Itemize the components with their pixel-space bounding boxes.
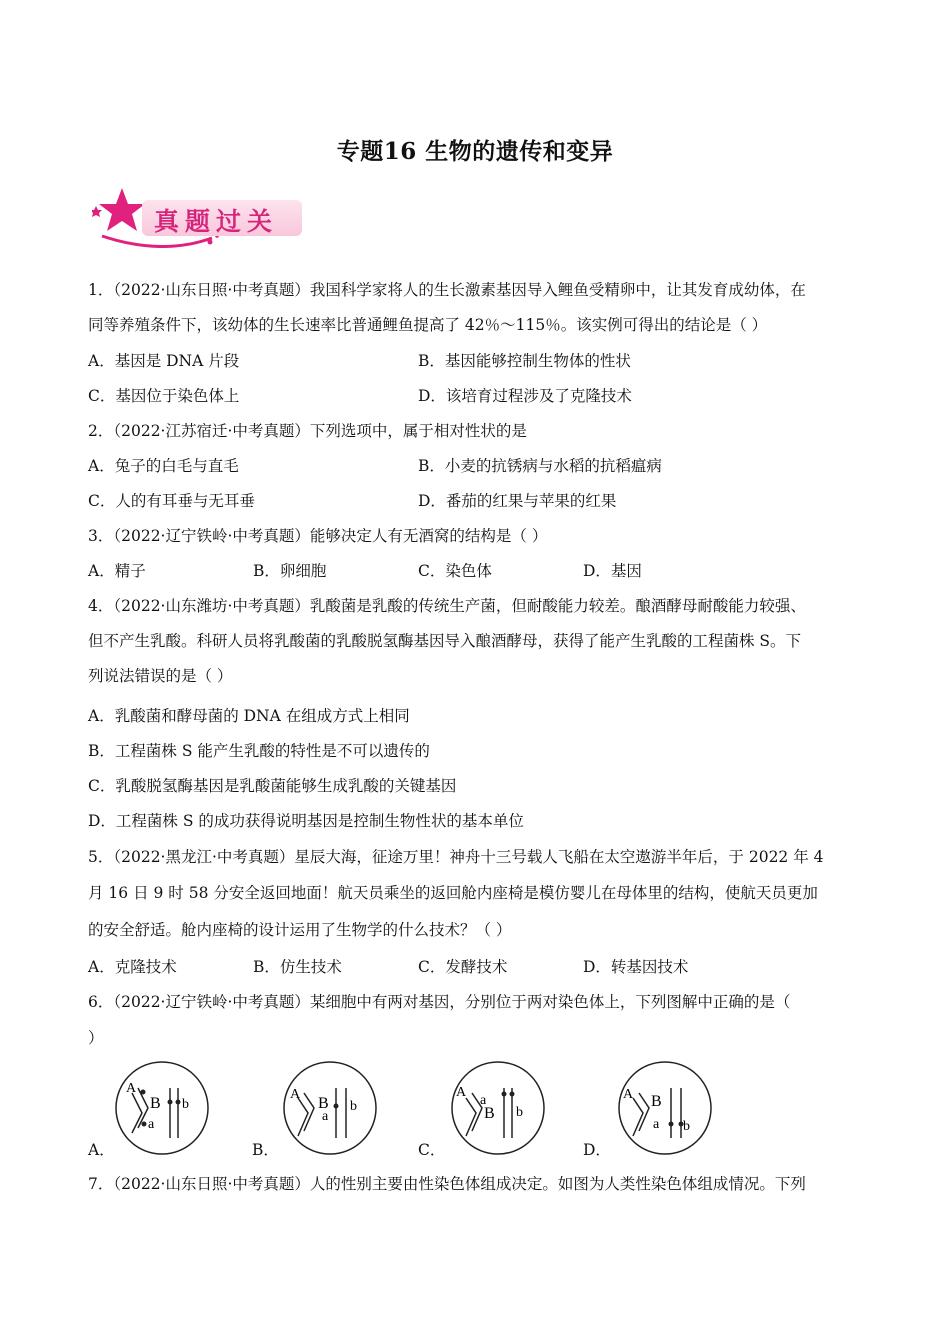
svg-text:B: B bbox=[150, 1095, 161, 1112]
question-4-line-2: 但不产生乳酸。科研人员将乳酸菌的乳酸脱氢酶基因导入酿酒酵母，获得了能产生乳酸的工程菌株 S。下 bbox=[88, 632, 802, 650]
svg-text:b: b bbox=[350, 1099, 357, 1114]
q3-option-a: A．精子 bbox=[88, 562, 146, 580]
q3-option-b: B．卵细胞 bbox=[253, 562, 327, 580]
q1-option-b: B．基因能够控制生物体的性状 bbox=[418, 352, 631, 370]
svg-text:a: a bbox=[480, 1093, 487, 1108]
q3-option-c: C．染色体 bbox=[418, 562, 492, 580]
q2-option-a: A．兔子的白毛与直毛 bbox=[88, 457, 239, 475]
q6-figure-b bbox=[280, 1058, 380, 1158]
q2-option-b: B．小麦的抗锈病与水稻的抗稻瘟病 bbox=[418, 457, 662, 475]
question-5-line-1: 5．（2022·黑龙江·中考真题）星辰大海，征途万里！神舟十三号载人飞船在太空遨游半年后，于 2022 年 4 bbox=[88, 848, 824, 866]
q4-option-c: C．乳酸脱氢酶基因是乳酸菌能够生成乳酸的关键基因 bbox=[88, 777, 457, 795]
svg-text:a: a bbox=[148, 1117, 155, 1132]
question-6-line-2: ） bbox=[88, 1029, 104, 1047]
q5-option-c: C．发酵技术 bbox=[418, 958, 508, 976]
q2-option-d: D．番茄的红果与苹果的红果 bbox=[418, 492, 617, 510]
question-4-line-3: 列说法错误的是（ ） bbox=[88, 667, 233, 685]
question-4-line-1: 4．（2022·山东潍坊·中考真题）乳酸菌是乳酸的传统生产菌，但耐酸能力较差。酿酒酵母耐酸能力较强、 bbox=[88, 597, 806, 615]
svg-text:A: A bbox=[126, 1081, 137, 1096]
question-7-line-1: 7．（2022·山东日照·中考真题）人的性别主要由性染色体组成决定。如图为人类性染色体组成情况。下列 bbox=[88, 1175, 806, 1193]
q6-option-c-label: C． bbox=[418, 1141, 446, 1159]
q6-figure-a bbox=[112, 1058, 212, 1158]
svg-text:A: A bbox=[623, 1087, 634, 1102]
question-1-line-1: 1．（2022·山东日照·中考真题）我国科学家将人的生长激素基因导入鲤鱼受精卵中，让其发育成幼体，在 bbox=[88, 281, 806, 299]
question-6-line-1: 6．（2022·辽宁铁岭·中考真题）某细胞中有两对基因，分别位于两对染色体上，下列图解中正确的是（ bbox=[88, 993, 791, 1011]
section-banner bbox=[92, 186, 312, 248]
svg-text:A: A bbox=[290, 1087, 301, 1102]
q6-option-b-label: B． bbox=[252, 1141, 279, 1159]
banner-label: 真题过关 bbox=[154, 207, 279, 236]
question-2-line-1: 2．（2022·江苏宿迁·中考真题）下列选项中，属于相对性状的是 bbox=[88, 422, 527, 440]
q4-option-b: B．工程菌株 S 能产生乳酸的特性是不可以遗传的 bbox=[88, 742, 430, 760]
svg-text:B: B bbox=[484, 1105, 495, 1122]
svg-text:b: b bbox=[182, 1097, 189, 1112]
q1-option-a: A．基因是 DNA 片段 bbox=[88, 352, 240, 370]
q6-option-d-label: D． bbox=[583, 1141, 611, 1159]
q6-figure-d bbox=[615, 1058, 715, 1158]
question-5-line-3: 的安全舒适。舱内座椅的设计运用了生物学的什么技术？（ ） bbox=[88, 921, 512, 939]
q5-option-a: A．克隆技术 bbox=[88, 958, 177, 976]
question-1-line-2: 同等养殖条件下，该幼体的生长速率比普通鲤鱼提高了 42％～115％。该实例可得出的结论是（ ） bbox=[88, 316, 768, 334]
q5-option-b: B．仿生技术 bbox=[253, 958, 342, 976]
q6-figure-c bbox=[448, 1058, 548, 1158]
q3-option-d: D．基因 bbox=[583, 562, 642, 580]
svg-text:a: a bbox=[322, 1109, 329, 1124]
svg-text:b: b bbox=[683, 1119, 690, 1134]
q1-option-c: C．基因位于染色体上 bbox=[88, 387, 240, 405]
svg-text:a: a bbox=[653, 1117, 660, 1132]
q6-option-a-label: A． bbox=[88, 1141, 115, 1159]
question-5-line-2: 月 16 日 9 时 58 分安全返回地面！航天员乘坐的返回舱内座椅是模仿婴儿在母体里的结构，使航天员更加 bbox=[88, 884, 818, 902]
question-3-line-1: 3．（2022·辽宁铁岭·中考真题）能够决定人有无酒窝的结构是（ ） bbox=[88, 527, 548, 545]
q1-option-d: D．该培育过程涉及了克隆技术 bbox=[418, 387, 632, 405]
svg-text:b: b bbox=[516, 1105, 523, 1120]
q4-option-a: A．乳酸菌和酵母菌的 DNA 在组成方式上相同 bbox=[88, 707, 410, 725]
svg-text:B: B bbox=[651, 1093, 662, 1110]
page-title: 专题16 生物的遗传和变异 bbox=[336, 138, 614, 165]
q5-option-d: D．转基因技术 bbox=[583, 958, 689, 976]
q2-option-c: C．人的有耳垂与无耳垂 bbox=[88, 492, 255, 510]
svg-text:A: A bbox=[456, 1085, 467, 1100]
svg-text:B: B bbox=[318, 1095, 329, 1112]
q4-option-d: D．工程菌株 S 的成功获得说明基因是控制生物性状的基本单位 bbox=[88, 812, 524, 830]
